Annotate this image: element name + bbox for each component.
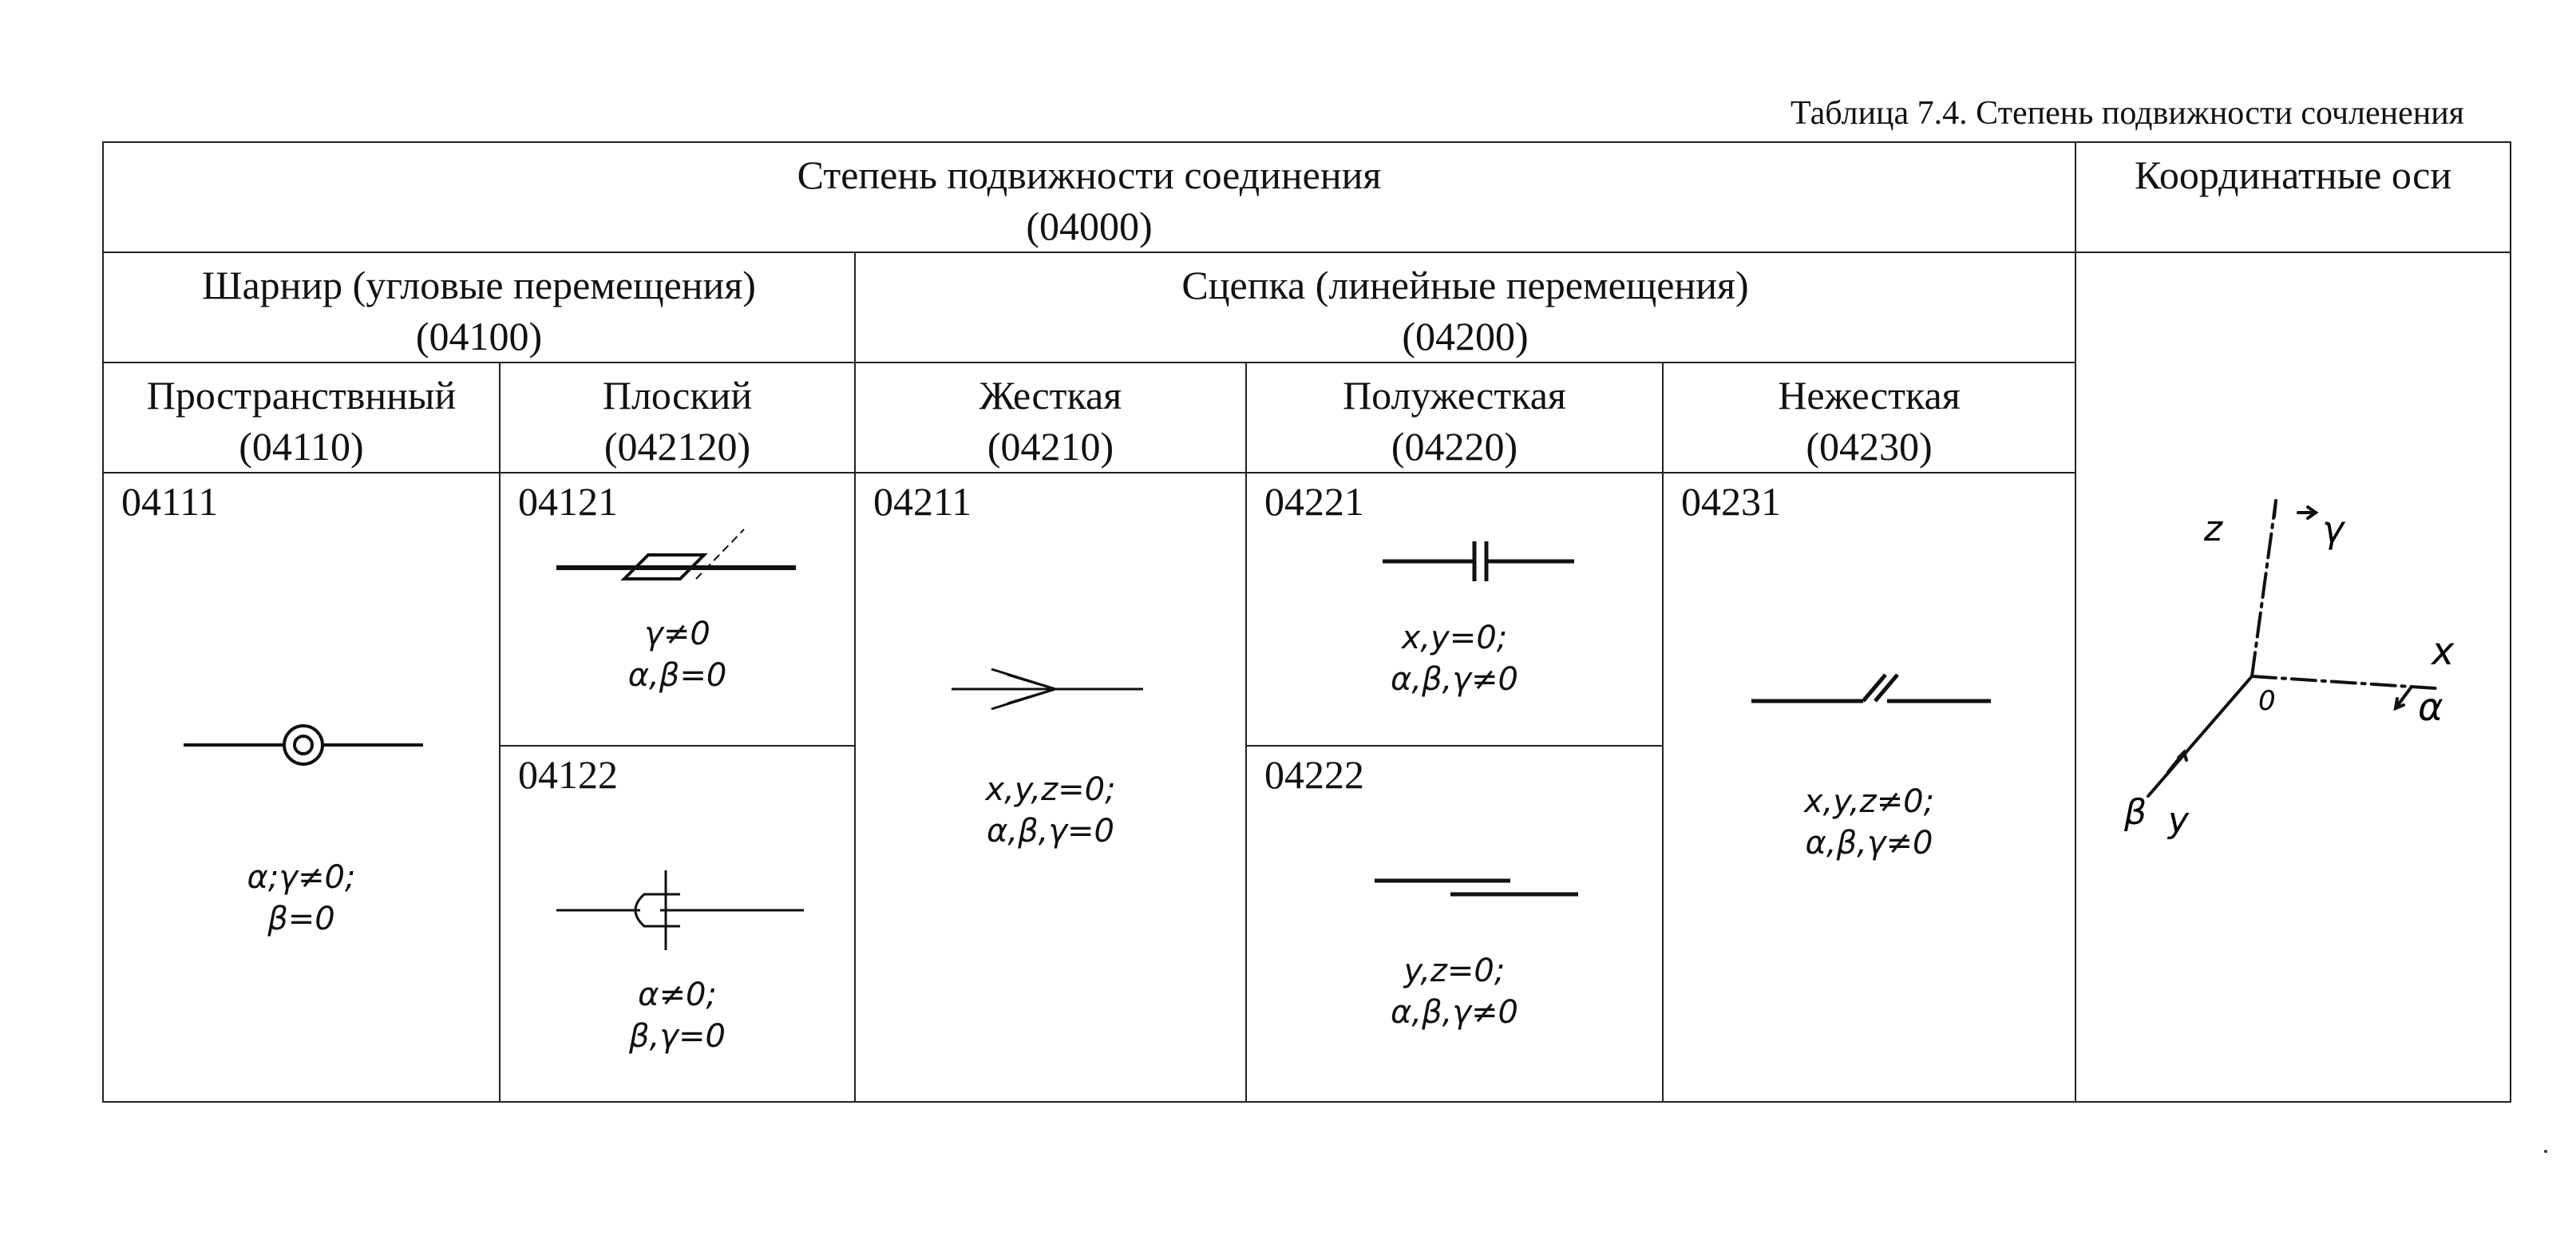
formula-2: α,β,γ≠0 [1805, 825, 1933, 862]
main-header-title: Степень подвижности соединения [797, 153, 1382, 197]
formula-2: α,β,γ=0 [987, 813, 1114, 850]
planar-hinge-symbol-2 [548, 866, 804, 954]
formula-2: α,β=0 [627, 657, 727, 694]
formula-1: α≠0; [638, 977, 717, 1013]
formula-1: x,y=0; [1401, 620, 1508, 656]
formula-2: β=0 [267, 901, 335, 937]
cell-04211 [855, 473, 1246, 1102]
rigid-title: Жесткая [979, 373, 1122, 418]
cell-code: 04211 [873, 479, 972, 524]
semi-rigid-code: (04220) [1391, 424, 1518, 469]
axis-alpha-label: α [2418, 685, 2443, 730]
formula-1: y,z=0; [1403, 953, 1506, 989]
semi-rigid-coupling-symbol-2 [1367, 866, 1590, 914]
spatial-type-header [103, 363, 500, 473]
non-rigid-title: Нежесткая [1778, 373, 1961, 418]
spatial-title: Пространствнный [146, 373, 457, 418]
semi-rigid-coupling-symbol-1 [1375, 537, 1582, 585]
cell-code: 04111 [121, 479, 219, 524]
coupling-group-header [855, 252, 2075, 363]
semi-rigid-type-header [1246, 363, 1663, 473]
planar-hinge-symbol [548, 521, 804, 601]
cell-04122 [500, 746, 855, 1102]
axis-gamma-label: γ [2322, 508, 2345, 551]
spatial-code: (04110) [239, 424, 364, 469]
axis-origin-label: 0 [2258, 685, 2276, 717]
axis-x-label: x [2432, 629, 2455, 674]
coupling-code: (04200) [1402, 314, 1529, 359]
cell-04222 [1246, 746, 1663, 1102]
spatial-hinge-symbol [176, 721, 431, 769]
non-rigid-type-header [1663, 363, 2075, 473]
formula-1: γ≠0 [644, 616, 710, 652]
semi-rigid-title: Полужесткая [1343, 373, 1566, 418]
non-rigid-code: (04230) [1806, 424, 1933, 469]
main-header [103, 142, 2075, 252]
stray-dot [2544, 1150, 2547, 1153]
cell-04231 [1663, 473, 2075, 1102]
coupling-title: Сцепка (линейные перемещения) [1181, 263, 1749, 307]
planar-code: (042120) [603, 424, 751, 469]
formula-2: α,β,γ≠0 [1391, 661, 1518, 698]
cell-code: 04231 [1681, 479, 1781, 524]
rigid-type-header [855, 363, 1246, 473]
mobility-table [102, 141, 2511, 1103]
main-header-code: (04000) [1026, 204, 1153, 248]
axes-cell [2075, 252, 2511, 1102]
rigid-coupling-symbol [944, 657, 1151, 721]
hinge-group-header [103, 252, 855, 363]
planar-title: Плоский [602, 373, 753, 418]
formula-1: x,y,z≠0; [1803, 783, 1935, 820]
cell-04221 [1246, 473, 1663, 746]
cell-code: 04121 [518, 479, 618, 524]
planar-type-header [500, 363, 855, 473]
formula-1: x,y,z=0; [985, 771, 1116, 808]
table-caption: Таблица 7.4. Степень подвижности сочленения [1791, 95, 2464, 132]
axis-beta-label: β [2124, 792, 2147, 833]
cell-code: 04222 [1264, 752, 1364, 797]
coordinate-axes-diagram [2116, 493, 2483, 860]
formula-2: β,γ=0 [629, 1018, 726, 1055]
cell-04121 [500, 473, 855, 746]
axes-header-title: Координатные оси [2134, 153, 2452, 197]
axis-y-label: y [2168, 800, 2190, 841]
formula-2: α,β,γ≠0 [1391, 994, 1518, 1031]
cell-04111 [103, 473, 500, 1102]
axes-header [2075, 142, 2511, 252]
cell-code: 04221 [1264, 479, 1364, 524]
formula-1: α;γ≠0; [247, 859, 356, 896]
non-rigid-coupling-symbol [1743, 665, 1999, 729]
cell-code: 04122 [518, 752, 618, 797]
axis-z-label: z [2204, 509, 2223, 549]
rigid-code: (04210) [987, 424, 1114, 469]
hinge-code: (04100) [415, 314, 543, 359]
hinge-title: Шарнир (угловые перемещения) [202, 263, 756, 307]
